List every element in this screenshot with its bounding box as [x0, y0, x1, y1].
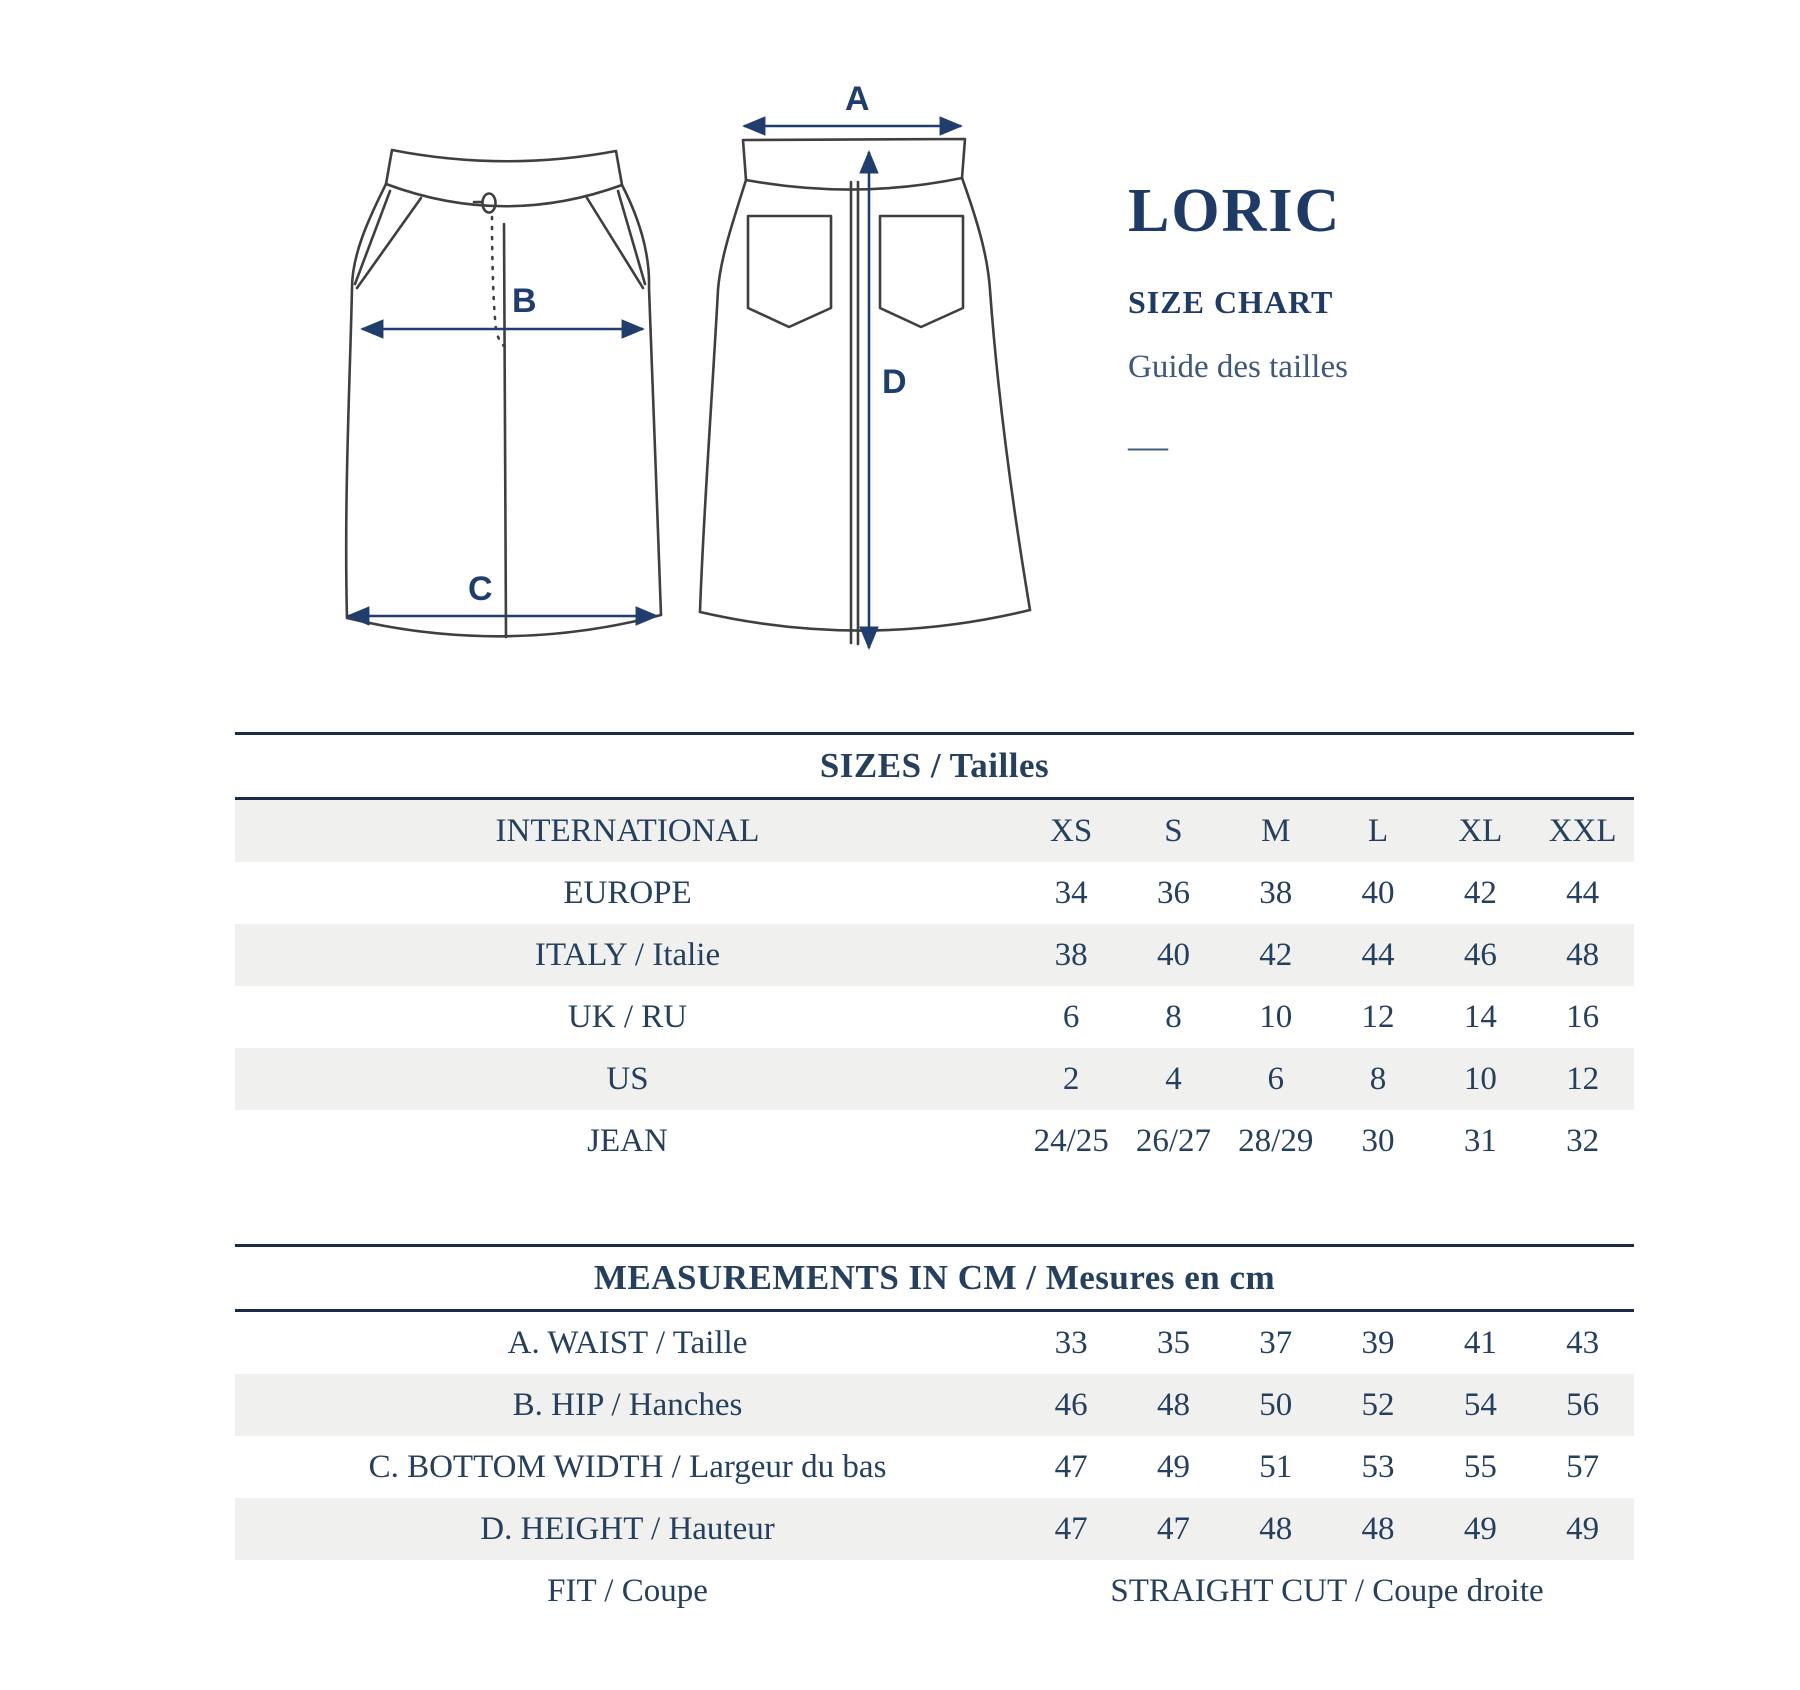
sizes-table-header: SIZES / Tailles — [235, 732, 1634, 800]
dim-label-b: B — [512, 282, 537, 320]
table-row-hip — [235, 1374, 1634, 1436]
measurement-value: 51 — [1259, 1448, 1293, 1485]
size-value: S — [1164, 812, 1183, 849]
title-block — [1128, 178, 1688, 469]
dim-label-d: D — [882, 363, 907, 401]
measurement-value: 55 — [1463, 1448, 1497, 1485]
size-value: 28/29 — [1238, 1122, 1314, 1159]
measurement-value: 56 — [1566, 1386, 1600, 1423]
size-value: 6 — [1267, 1060, 1284, 1097]
size-chart-heading: SIZE CHART — [1128, 284, 1334, 320]
row-label: D. HEIGHT / Hauteur — [480, 1510, 775, 1547]
size-value: 4 — [1165, 1060, 1182, 1097]
size-value: 42 — [1259, 936, 1293, 973]
size-value: 34 — [1054, 874, 1088, 911]
measurement-value: 35 — [1156, 1324, 1190, 1361]
table-row-height — [235, 1498, 1634, 1560]
size-value: 46 — [1463, 936, 1497, 973]
front-hem — [347, 615, 661, 636]
size-value: 44 — [1566, 874, 1600, 911]
dim-label-c: C — [468, 570, 493, 608]
row-label: INTERNATIONAL — [495, 812, 760, 849]
size-value: 31 — [1463, 1122, 1497, 1159]
measurements-table-header: MEASUREMENTS IN CM / Mesures en cm — [235, 1244, 1634, 1312]
size-value: XL — [1458, 812, 1503, 849]
product-title: LORIC — [1128, 177, 1342, 245]
size-value: 44 — [1361, 936, 1395, 973]
measurement-value: 41 — [1463, 1324, 1497, 1361]
row-label: A. WAIST / Taille — [507, 1324, 748, 1361]
back-right-pocket — [880, 216, 963, 327]
back-left-pocket — [748, 216, 831, 327]
front-right-seam — [622, 185, 661, 615]
front-center-seam — [504, 224, 506, 637]
size-value: 14 — [1463, 998, 1497, 1035]
back-left-seam — [700, 180, 746, 612]
measurement-value: 33 — [1054, 1324, 1088, 1361]
skirt-front-view — [346, 150, 661, 637]
size-value: 8 — [1369, 1060, 1387, 1097]
table-row-italy — [235, 924, 1634, 986]
row-label: ITALY / Italie — [534, 936, 721, 973]
measurement-value: 57 — [1566, 1448, 1600, 1485]
measurement-value: 43 — [1566, 1324, 1600, 1361]
skirt-drawing-svg — [250, 40, 1100, 700]
size-value: 30 — [1361, 1122, 1395, 1159]
size-value: 26/27 — [1135, 1122, 1212, 1159]
size-value: L — [1367, 812, 1389, 849]
measurements-table — [235, 1244, 1634, 1622]
measurement-value: 49 — [1156, 1448, 1190, 1485]
size-value: 10 — [1463, 1060, 1497, 1097]
table-row-waist — [235, 1312, 1634, 1374]
measurement-value: 47 — [1156, 1510, 1190, 1547]
row-label: B. HIP / Hanches — [512, 1386, 743, 1423]
size-value: 6 — [1062, 998, 1080, 1035]
skirt-back-view — [700, 139, 1030, 644]
measurement-value: 52 — [1361, 1386, 1395, 1423]
table-row-uk — [235, 986, 1634, 1048]
row-label: US — [606, 1060, 649, 1097]
size-value: 32 — [1566, 1122, 1600, 1159]
measurement-value: 53 — [1361, 1448, 1395, 1485]
size-value: 2 — [1062, 1060, 1080, 1097]
size-value: 40 — [1361, 874, 1395, 911]
size-value: 16 — [1566, 998, 1600, 1035]
back-center-seam — [851, 182, 858, 644]
divider-dash: — — [1128, 423, 1168, 468]
measurement-value: 50 — [1259, 1386, 1293, 1423]
table-row-europe — [235, 862, 1634, 924]
table-row-us — [235, 1048, 1634, 1110]
size-value: 36 — [1156, 874, 1190, 911]
skirt-technical-drawing — [250, 40, 1100, 700]
size-value: 10 — [1259, 998, 1293, 1035]
measurement-value: 37 — [1259, 1324, 1293, 1361]
back-waistband — [743, 139, 965, 190]
size-value: 8 — [1165, 998, 1182, 1035]
size-value: 42 — [1463, 874, 1497, 911]
row-label: C. BOTTOM WIDTH / Largeur du bas — [368, 1448, 887, 1485]
measurement-value: 48 — [1156, 1386, 1190, 1423]
row-label: UK / RU — [567, 998, 688, 1035]
size-value: M — [1261, 812, 1291, 849]
size-value: 12 — [1361, 998, 1395, 1035]
size-value: 38 — [1054, 936, 1088, 973]
size-value: 12 — [1566, 1060, 1600, 1097]
front-left-pocket — [355, 191, 421, 288]
size-value: 24/25 — [1033, 1122, 1109, 1159]
size-value: 40 — [1156, 936, 1190, 973]
fit-value: STRAIGHT CUT / Coupe droite — [1110, 1572, 1544, 1609]
dim-label-a: A — [845, 80, 870, 118]
button-icon — [483, 194, 496, 213]
measurement-value: 47 — [1054, 1510, 1088, 1547]
size-value: XS — [1050, 812, 1093, 849]
back-hem — [700, 610, 1030, 631]
measurement-value: 49 — [1566, 1510, 1600, 1547]
measurement-value: 49 — [1463, 1510, 1497, 1547]
measurement-value: 46 — [1054, 1386, 1088, 1423]
size-value: XXL — [1548, 812, 1617, 849]
table-row-bottom-width — [235, 1436, 1634, 1498]
measurement-value: 48 — [1259, 1510, 1293, 1547]
measurement-value: 47 — [1054, 1448, 1088, 1485]
table-row-international — [235, 800, 1634, 862]
table-row-jean — [235, 1110, 1634, 1172]
row-label: JEAN — [587, 1122, 668, 1159]
size-chart-heading-fr: Guide des tailles — [1128, 349, 1348, 385]
table-row-fit — [235, 1560, 1634, 1622]
front-right-pocket — [587, 191, 645, 288]
sizes-table — [235, 732, 1634, 1172]
row-label: EUROPE — [563, 874, 692, 911]
row-label: FIT / Coupe — [547, 1572, 708, 1609]
size-value: 48 — [1566, 936, 1600, 973]
size-value: 38 — [1259, 874, 1293, 911]
back-right-seam — [962, 178, 1030, 610]
measurement-value: 54 — [1463, 1386, 1497, 1423]
measurement-value: 39 — [1361, 1324, 1395, 1361]
measurement-value: 48 — [1361, 1510, 1395, 1547]
front-left-seam — [346, 184, 386, 618]
